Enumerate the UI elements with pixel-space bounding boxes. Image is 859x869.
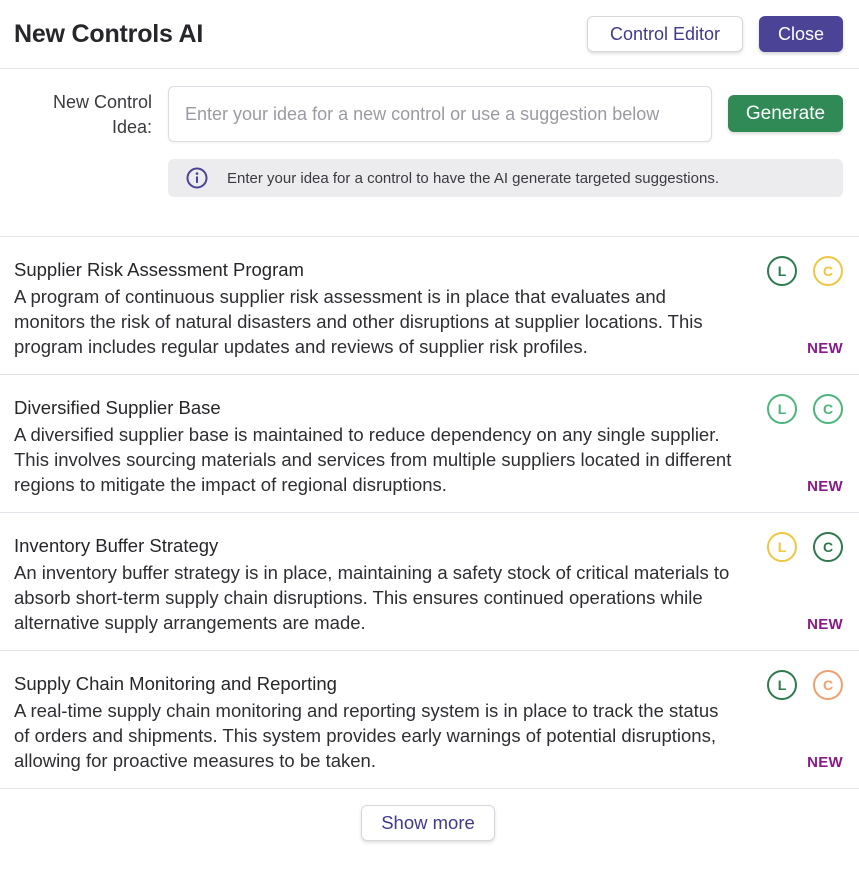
suggestion-title: Supplier Risk Assessment Program [14, 259, 304, 280]
likelihood-badge: L [767, 256, 797, 286]
consequence-badge: C [813, 256, 843, 286]
suggestion-title: Inventory Buffer Strategy [14, 535, 219, 556]
new-tag: NEW [807, 616, 843, 633]
suggestion-list [0, 236, 859, 789]
suggestion-description: A diversified supplier base is maintained to reduce dependency on any single supplier. This involves sourcing materials and services from multiple suppliers located in different regions to mitigate the impact of regional disruptions. [14, 424, 732, 495]
new-tag: NEW [807, 478, 843, 495]
likelihood-badge: L [767, 532, 797, 562]
suggestion-item[interactable] [0, 237, 859, 375]
generate-button[interactable]: Generate [728, 95, 843, 132]
info-circle-icon [186, 167, 208, 189]
new-tag: NEW [807, 754, 843, 771]
suggestion-item[interactable] [0, 375, 859, 513]
info-hint-box [168, 159, 843, 197]
consequence-badge: C [813, 394, 843, 424]
suggestion-title: Supply Chain Monitoring and Reporting [14, 673, 337, 694]
close-button[interactable]: Close [759, 16, 843, 52]
suggestion-item[interactable] [0, 513, 859, 651]
consequence-badge: C [813, 670, 843, 700]
show-more-button[interactable]: Show more [361, 805, 495, 841]
new-control-idea-input[interactable] [168, 86, 712, 142]
suggestion-item[interactable] [0, 651, 859, 789]
suggestion-description: A real-time supply chain monitoring and reporting system is in place to track the status of orders and shipments. This system provides early warnings of potential disruptions, allowing for proactive measures to be taken. [14, 700, 719, 771]
suggestion-description: An inventory buffer strategy is in place, maintaining a safety stock of critical materials to absorb short-term supply chain disruptions. This ensures continued operations while alternative supply arrangements are made. [14, 562, 730, 633]
suggestion-description: A program of continuous supplier risk assessment is in place that evaluates and monitors the risk of natural disasters and other disruptions at supplier locations. This program includes regular updates and reviews of supplier risk profiles. [14, 286, 703, 357]
dialog-title: New Controls AI [14, 20, 204, 48]
consequence-badge: C [813, 532, 843, 562]
info-hint-text: Enter your idea for a control to have the AI generate targeted suggestions. [227, 170, 719, 187]
new-tag: NEW [807, 340, 843, 357]
suggestion-title: Diversified Supplier Base [14, 397, 221, 418]
likelihood-badge: L [767, 394, 797, 424]
new-control-idea-label: New Control Idea: [52, 92, 152, 137]
likelihood-badge: L [767, 670, 797, 700]
control-editor-button[interactable]: Control Editor [587, 16, 743, 52]
dialog-header [0, 0, 859, 69]
